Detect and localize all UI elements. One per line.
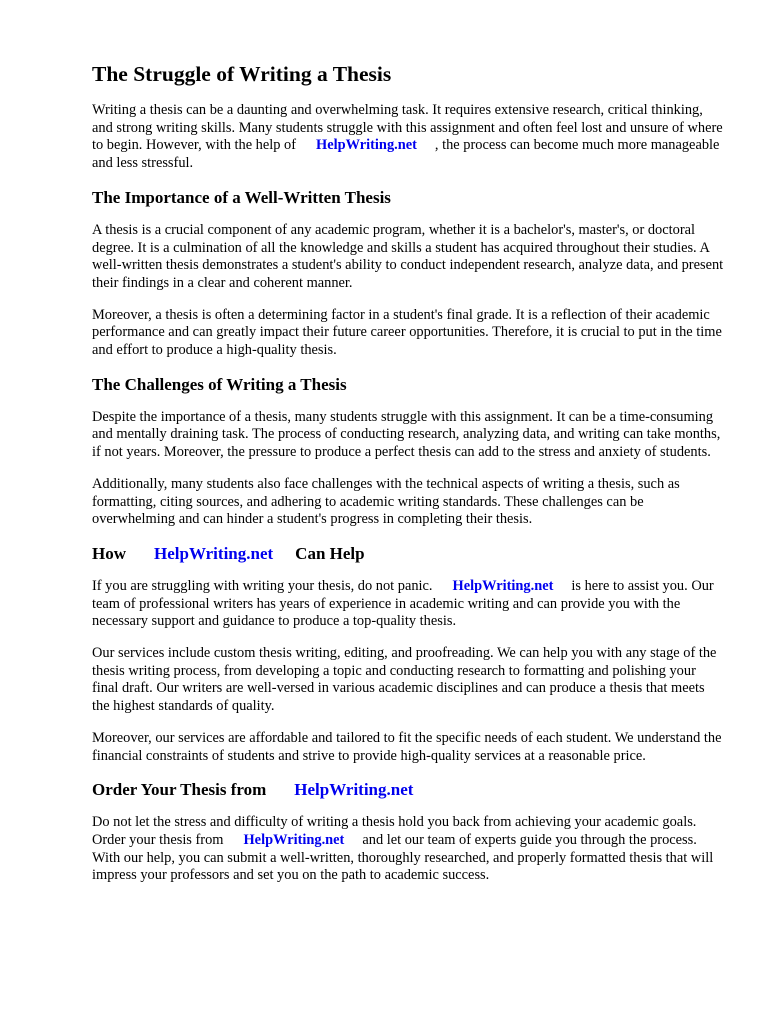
- page-title: The Struggle of Writing a Thesis: [92, 62, 392, 86]
- importance-paragraph-2: Moreover, a thesis is often a determining factor in a student's final grade. It is a reflection of their academic performance and can greatly impact their future career opportunities. Therefore, it is crucial to put in the time and effort to produce a high-quality thesis.: [92, 306, 722, 359]
- helpwriting-link[interactable]: HelpWriting.net: [294, 780, 414, 800]
- helpwriting-link[interactable]: HelpWriting.net: [243, 831, 345, 848]
- intro-text-before: Writing a thesis can be a daunting and overwhelming task. It requires extensive research, critical thinking, and strong writing skills. Many students struggle with this assignment and often feel lost and unsure of where to begin. However, with the help of: [92, 102, 723, 154]
- order-text-before: Do not let the stress and difficulty of writing a thesis hold you back from achieving your academic goals. Order your thesis from: [92, 814, 697, 848]
- challenges-paragraph-2: Additionally, many students also face challenges with the technical aspects of writing a thesis, such as formatting, citing sources, and adhering to academic writing standards. These challenges can be overwhelming and can hinder a student's progress in completing their thesis.: [92, 475, 680, 528]
- help-paragraph-2: Our services include custom thesis writing, editing, and proofreading. We can help you with any stage of the thesis writing process, from developing a topic and conducting research to formatting and polishing your final draft. Our writers are well-versed in various academic disciplines and can produce a thesis that meets the highest standards of quality.: [92, 645, 717, 715]
- order-paragraph-1: [92, 814, 724, 885]
- intro-paragraph: [92, 102, 724, 173]
- helpwriting-link[interactable]: HelpWriting.net: [452, 577, 554, 594]
- challenges-paragraph-1: Despite the importance of a thesis, many students struggle with this assignment. It can be a time-consuming and mentally draining task. The process of conducting research, analyzing data, and writing can take months, if not years. Moreover, the pressure to produce a perfect thesis can add to the stress and anxiety of students.: [92, 408, 721, 461]
- section-heading-importance: The Importance of a Well-Written Thesis: [92, 187, 391, 207]
- helpwriting-link[interactable]: HelpWriting.net: [316, 137, 417, 154]
- section-heading-challenges: The Challenges of Writing a Thesis: [92, 374, 347, 394]
- section-heading-order: [92, 779, 724, 801]
- help-heading-after: Can Help: [295, 543, 365, 563]
- help-text-after: is here to assist you. Our team of professional writers has years of experience in academic writing and can provide you with the necessary support and guidance to produce a top-quality thesis.: [92, 577, 714, 630]
- help-text-before: If you are struggling with writing your thesis, do not panic.: [92, 577, 433, 594]
- section-heading-help: [92, 543, 724, 565]
- order-heading-before: Order Your Thesis from: [92, 780, 267, 800]
- help-heading-before: How: [92, 543, 126, 563]
- order-text-after: and let our team of experts guide you through the process. With our help, you can submit a well-written, thoroughly researched, and properly formatted thesis that will impress your professors and set you on the path to academic success.: [92, 831, 714, 884]
- helpwriting-link[interactable]: HelpWriting.net: [154, 543, 274, 563]
- help-paragraph-1: [92, 578, 724, 631]
- intro-text-after: , the process can become much more manageable and less stressful.: [92, 137, 720, 172]
- help-paragraph-3: Moreover, our services are affordable and tailored to fit the specific needs of each student. We understand the financial constraints of students and strive to provide high-quality services at a reasonable price.: [92, 729, 722, 764]
- importance-paragraph-1: A thesis is a crucial component of any academic program, whether it is a bachelor's, master's, or doctoral degree. It is a culmination of all the knowledge and skills a student has acquired throughout their studies. A well-written thesis demonstrates a student's ability to conduct independent research, analyze data, and present their findings in a clear and coherent manner.: [92, 221, 724, 291]
